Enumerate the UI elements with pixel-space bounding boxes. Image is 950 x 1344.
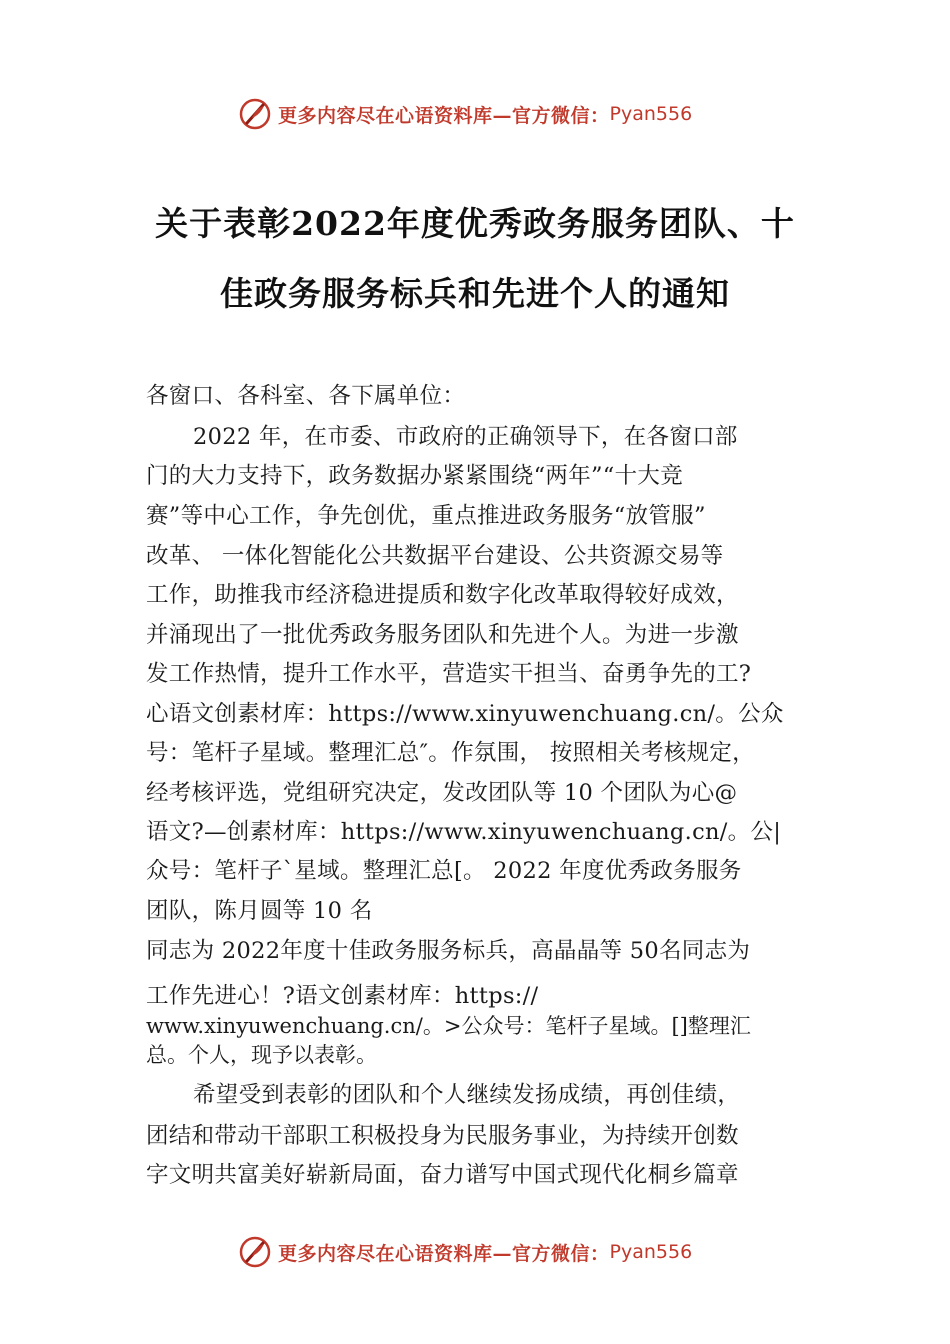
- body-line: 并涌现出了一批优秀政务服务团队和先进个人。为进一步激: [146, 622, 739, 648]
- body-line: 门的大力支持下，政务数据办紧紧围绕“两年”“十大竞: [146, 463, 684, 489]
- body-line: 众号：笔杆子`星域。整理汇总[。 2022 年度优秀政务服务: [146, 858, 742, 884]
- body-line: 团结和带动干部职工积极投身为民服务事业，为持续开创数: [146, 1123, 739, 1149]
- body-line: 改革、 一体化智能化公共数据平台建设、公共资源交易等: [146, 543, 724, 569]
- watermark-text: 更多内容尽在心语资料库—官方微信：: [278, 104, 610, 127]
- body-line: 经考核评选，党组研究决定，发改团队等 10 个团队为心@: [146, 780, 738, 806]
- quill-logo-icon: [238, 1235, 272, 1269]
- watermark-footer: [238, 1232, 692, 1272]
- body-line: 工作，助推我市经济稳进提质和数字化改革取得较好成效，: [146, 582, 739, 608]
- body-line: 工作先进心！?语文创素材库：https://: [146, 983, 539, 1009]
- document-title-line-2: 佳政务服务标兵和先进个人的通知: [220, 274, 730, 313]
- body-line: 字文明共富美好崭新局面，奋力谱写中国式现代化桐乡篇章: [146, 1162, 739, 1188]
- body-line: 语文?—创素材库：https://www.xinyuwenchuang.cn/。公|: [146, 819, 782, 845]
- watermark-handle: Pyan556: [609, 103, 693, 125]
- quill-logo-icon: [238, 97, 272, 131]
- salutation: 各窗口、各科室、各下属单位：: [146, 383, 466, 409]
- body-line: www.xinyuwenchuang.cn/。>公众号：笔杆子星域。[]整理汇: [146, 1014, 751, 1038]
- body-line: 2022 年，在市委、市政府的正确领导下，在各窗口部: [193, 424, 738, 450]
- body-line: 赛”等中心工作，争先创优，重点推进政务服务“放管服”: [146, 503, 706, 529]
- body-line: 发工作热情，提升工作水平，营造实干担当、奋勇争先的工?: [146, 661, 752, 687]
- watermark-text: 更多内容尽在心语资料库—官方微信：: [278, 1242, 610, 1265]
- document-title-line-1: 关于表彰2022年度优秀政务服务团队、十: [155, 204, 795, 243]
- body-line: 同志为 2022年度十佳政务服务标兵，高晶晶等 50名同志为: [146, 938, 751, 964]
- body-line: 团队，陈月圆等 10 名: [146, 898, 373, 924]
- body-line: 总。个人，现予以表彰。: [146, 1043, 377, 1067]
- body-line: 心语文创素材库：https://www.xinyuwenchuang.cn/。公众: [146, 701, 784, 727]
- body-line: 号：笔杆子星域。整理汇总″。作氛围， 按照相关考核规定，: [146, 740, 755, 766]
- watermark-handle: Pyan556: [609, 1241, 693, 1263]
- body-line: 希望受到表彰的团队和个人继续发扬成绩，再创佳绩，: [193, 1082, 741, 1108]
- watermark-header: [238, 94, 692, 134]
